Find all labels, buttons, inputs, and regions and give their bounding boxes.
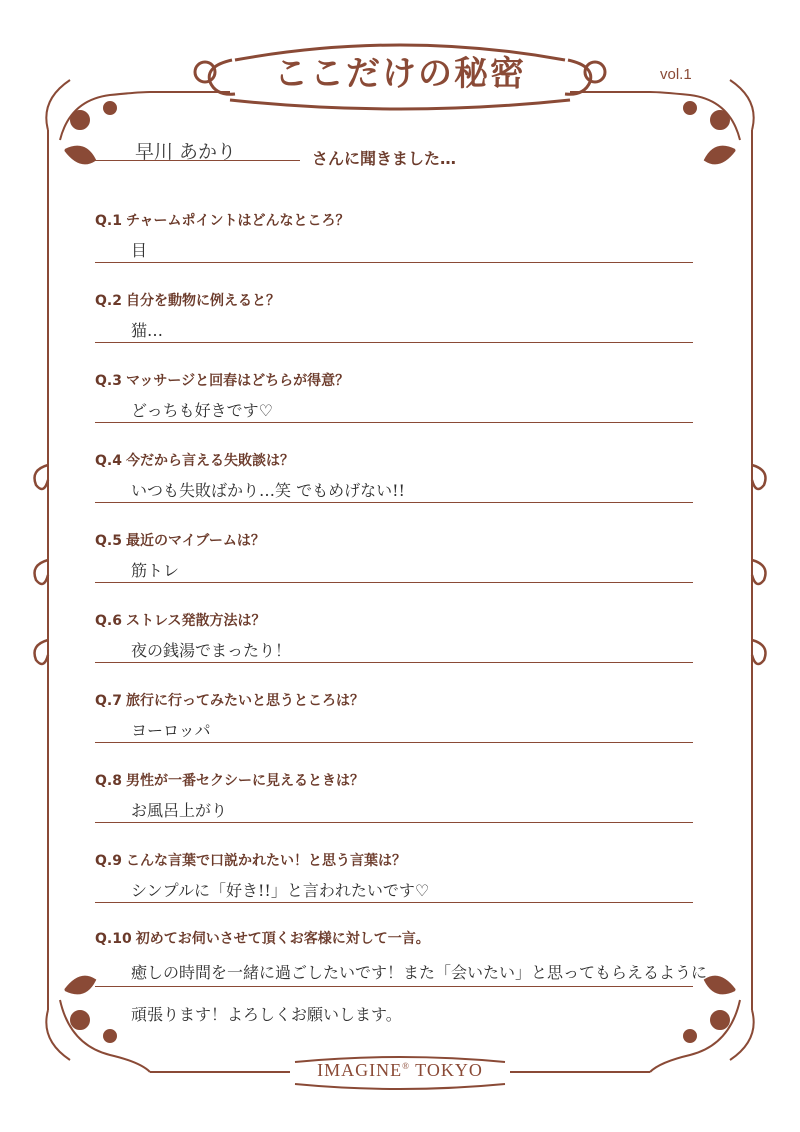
question-label bbox=[95, 770, 364, 790]
question-number: Q.6 bbox=[95, 613, 122, 629]
question-label bbox=[95, 290, 280, 310]
interview-intro: さんに聞きました… bbox=[312, 149, 457, 168]
answer-text: ヨーロッパ bbox=[131, 721, 211, 740]
side-ornament-left bbox=[35, 465, 49, 664]
question-text: 男性が一番セクシーに見えるときは？ bbox=[125, 773, 364, 789]
answer-text: どっちも好きです♡ bbox=[131, 401, 274, 420]
page-title: ここだけの秘密 bbox=[274, 54, 526, 94]
question-text: 今だから言える失敗談は？ bbox=[125, 453, 294, 469]
question-text: 最近のマイブームは？ bbox=[125, 533, 265, 549]
answer-text-continued: 頑張ります！よろしくお願いします。 bbox=[131, 1005, 402, 1024]
question-text: こんな言葉で口説かれたい！と思う言葉は？ bbox=[125, 853, 406, 869]
brand-city: TOKYO bbox=[415, 1060, 483, 1080]
answer-line bbox=[95, 742, 693, 743]
answer-text: 癒しの時間を一緒に過ごしたいです！また「会いたい」と思ってもらえるように bbox=[131, 963, 708, 982]
question-label bbox=[95, 530, 265, 550]
question-label bbox=[95, 928, 430, 948]
answer-line bbox=[95, 902, 693, 903]
question-text: マッサージと回春はどちらが得意？ bbox=[125, 373, 350, 389]
answer-line bbox=[95, 262, 693, 263]
volume-label: vol.1 bbox=[660, 66, 692, 83]
question-block bbox=[95, 370, 695, 446]
question-block bbox=[95, 770, 695, 846]
answer-text: 筋トレ bbox=[131, 561, 180, 580]
question-label bbox=[95, 610, 266, 630]
question-block bbox=[95, 530, 695, 606]
question-block bbox=[95, 928, 708, 1024]
question-text: 旅行に行ってみたいと思うところは？ bbox=[125, 693, 364, 709]
answer-text: お風呂上がり bbox=[131, 801, 228, 820]
answer-line bbox=[95, 502, 693, 503]
answer-line bbox=[95, 986, 693, 987]
question-number: Q.2 bbox=[95, 293, 122, 309]
question-text: 初めてお伺いさせて頂くお客様に対して一言。 bbox=[135, 931, 430, 947]
registered-mark: ® bbox=[402, 1061, 410, 1071]
question-block bbox=[95, 450, 695, 526]
question-number: Q.5 bbox=[95, 533, 122, 549]
question-number: Q.9 bbox=[95, 853, 122, 869]
question-block bbox=[95, 210, 695, 286]
question-label bbox=[95, 210, 350, 230]
question-label bbox=[95, 450, 294, 470]
answer-text: シンプルに「好き!!」と言われたいです♡ bbox=[131, 881, 430, 900]
question-number: Q.1 bbox=[95, 213, 122, 229]
answer-line bbox=[95, 422, 693, 423]
question-text: チャームポイントはどんなところ？ bbox=[125, 213, 350, 229]
question-text: 自分を動物に例えると？ bbox=[125, 293, 280, 309]
answer-line bbox=[95, 342, 693, 343]
answer-line bbox=[95, 582, 693, 583]
footer-brand bbox=[300, 1060, 500, 1081]
question-number: Q.8 bbox=[95, 773, 122, 789]
corner-ornament-top-right bbox=[650, 80, 754, 163]
question-number: Q.10 bbox=[95, 931, 132, 947]
answer-text: 猫… bbox=[131, 321, 164, 340]
answer-text: いつも失敗ばかり…笑 でもめげない!! bbox=[131, 481, 405, 500]
question-block bbox=[95, 850, 695, 926]
question-block bbox=[95, 690, 695, 766]
question-number: Q.4 bbox=[95, 453, 122, 469]
answer-line bbox=[95, 822, 693, 823]
answer-text: 目 bbox=[131, 241, 148, 260]
question-text: ストレス発散方法は？ bbox=[125, 613, 266, 629]
question-block bbox=[95, 610, 695, 686]
side-ornament-right bbox=[752, 465, 766, 664]
question-number: Q.7 bbox=[95, 693, 122, 709]
answer-line bbox=[95, 662, 693, 663]
answer-text: 夜の銭湯でまったり！ bbox=[131, 641, 292, 660]
brand-name: IMAGINE bbox=[317, 1060, 403, 1080]
question-number: Q.3 bbox=[95, 373, 122, 389]
question-block bbox=[95, 290, 695, 366]
question-label bbox=[95, 690, 364, 710]
question-label bbox=[95, 850, 406, 870]
interviewee-name: 早川 あかり bbox=[135, 141, 237, 163]
question-label bbox=[95, 370, 349, 390]
